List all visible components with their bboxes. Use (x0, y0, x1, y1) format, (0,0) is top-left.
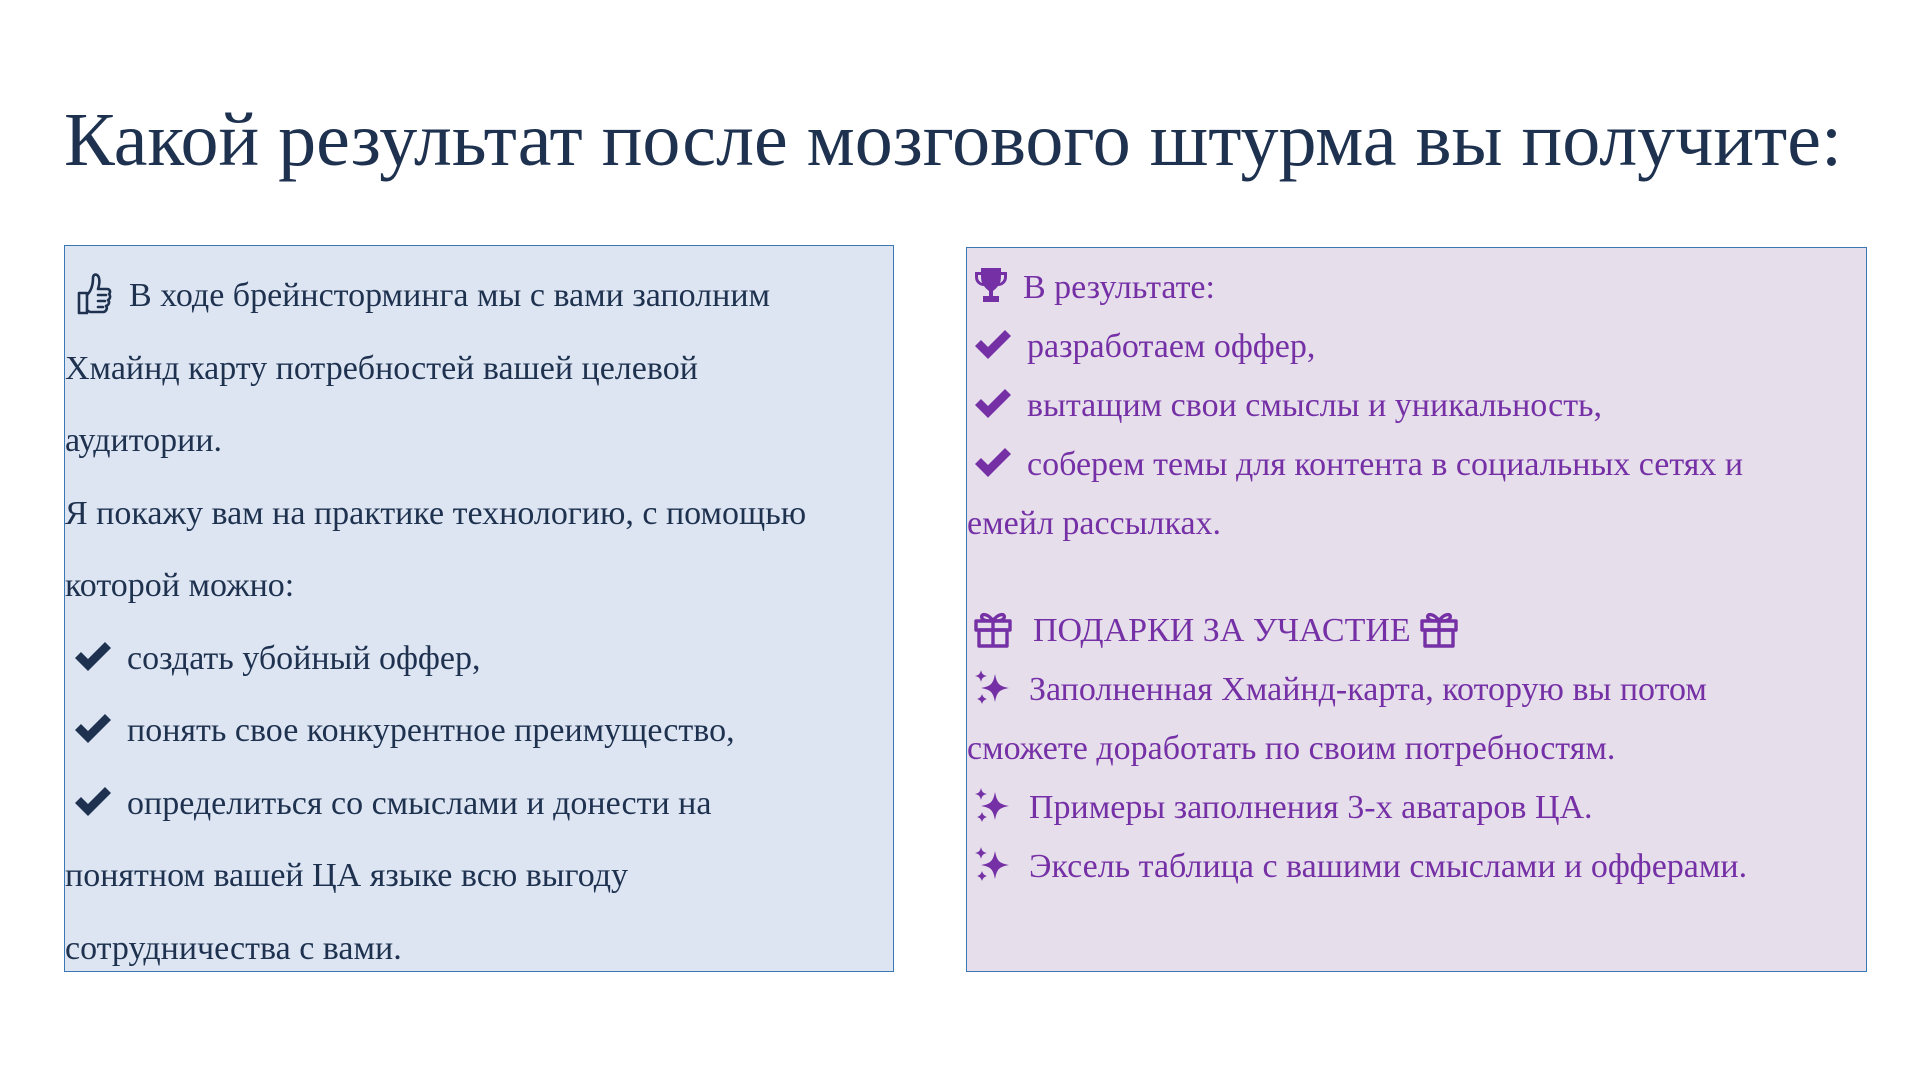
bullet-3-continuation-2: сотрудничества с вами. (65, 929, 402, 967)
bullet-3-continuation-1: понятном вашей ЦА языке всю выгоду (65, 857, 629, 894)
bullet-text-2: понять свое конкурентное преимущество, (127, 712, 735, 749)
list-item (65, 623, 893, 696)
sparkles-icon (973, 786, 1015, 826)
practice-text-2: которой можно: (65, 567, 295, 604)
intro-text-1: В ходе брейнсторминга мы с вами заполним (129, 277, 771, 314)
gifts-heading-line (967, 601, 1866, 660)
spacer (967, 553, 1866, 601)
intro-line (65, 260, 893, 333)
trophy-icon (973, 266, 1009, 306)
checkmark-icon (73, 713, 113, 745)
list-item (967, 660, 1866, 719)
gift-text-1: Заполненная Хмайнд-карта, которую вы потом (1029, 671, 1707, 708)
gift-icon (973, 609, 1013, 649)
result-text-1: разработаем оффер, (1027, 328, 1316, 365)
brainstorm-process-box (64, 245, 894, 972)
gift-text-3: Эксель таблица с вашими смыслами и офферами. (1029, 848, 1748, 885)
sparkles-icon (973, 845, 1015, 885)
thumbs-up-icon (73, 271, 115, 317)
gift-text-2: Примеры заполнения 3-х аватаров ЦА. (1029, 789, 1593, 826)
list-item (967, 435, 1866, 494)
slide-title: Какой результат после мозгового штурма вы получите: (64, 98, 1843, 182)
results-and-gifts-box (966, 247, 1867, 972)
checkmark-icon (973, 329, 1013, 361)
result-text-3: соберем темы для контента в социальных сетях и (1027, 446, 1744, 483)
result-heading: В результате: (1023, 269, 1215, 306)
practice-text-1: Я покажу вам на практике технологию, с помощью (65, 494, 807, 532)
gifts-heading: ПОДАРКИ ЗА УЧАСТИЕ (1033, 612, 1411, 649)
list-item (967, 376, 1866, 435)
checkmark-icon (73, 641, 113, 673)
gift-1-continuation: сможете доработать по своим потребностям. (967, 730, 1616, 767)
result-heading-line (967, 258, 1866, 317)
list-item (967, 837, 1866, 896)
checkmark-icon (973, 388, 1013, 420)
checkmark-icon (973, 447, 1013, 479)
checkmark-icon (73, 786, 113, 818)
intro-text-2: Хмайнд карту потребностей вашей целевой (65, 349, 698, 387)
result-text-2: вытащим свои смыслы и уникальность, (1027, 387, 1603, 424)
gift-icon (1419, 609, 1459, 649)
list-item (967, 778, 1866, 837)
bullet-text-3: определиться со смыслами и донести на (127, 784, 712, 822)
intro-text-3: аудитории. (65, 422, 223, 459)
result-3-continuation: емейл рассылках. (967, 505, 1222, 542)
bullet-text-1: создать убойный оффер, (127, 639, 481, 677)
list-item (65, 768, 893, 841)
list-item (967, 317, 1866, 376)
list-item (65, 695, 893, 768)
sparkles-icon (973, 668, 1015, 708)
